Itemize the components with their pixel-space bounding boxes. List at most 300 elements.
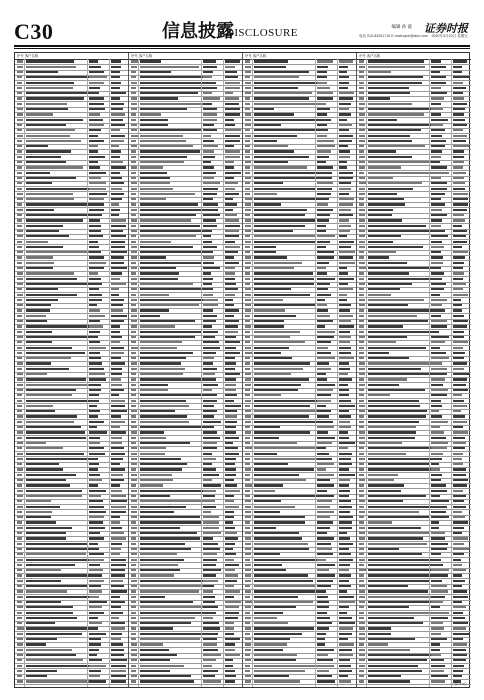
- table-cell: [26, 627, 92, 629]
- table-cell: [339, 569, 349, 571]
- table-cell: [131, 288, 138, 290]
- table-cell: [111, 60, 121, 62]
- table-cell: [431, 203, 445, 205]
- table-cell: [140, 150, 200, 152]
- table-cell: [368, 320, 428, 322]
- table-cell: [431, 458, 442, 460]
- table-row: [129, 679, 242, 685]
- table-cell: [111, 659, 127, 661]
- table-cell: [225, 235, 239, 237]
- table-cell: [89, 612, 104, 614]
- table-cell: [89, 66, 101, 68]
- editor-line: 编辑 孙 波: [391, 24, 412, 29]
- table-cell: [89, 315, 105, 317]
- table-cell: [17, 150, 22, 152]
- table-cell: [359, 463, 364, 465]
- footer-note: （下转C29版）: [448, 682, 469, 686]
- table-cell: [431, 649, 440, 651]
- table-cell: [359, 113, 366, 115]
- table-cell: [17, 66, 24, 68]
- table-cell: [245, 548, 251, 550]
- table-cell: [26, 341, 52, 343]
- table-cell: [453, 209, 467, 211]
- table-cell: [140, 590, 199, 592]
- table-cell: [203, 537, 213, 539]
- table-cell: [245, 490, 251, 492]
- table-cell: [111, 633, 122, 635]
- table-cell: [339, 251, 355, 253]
- table-cell: [339, 516, 353, 518]
- table-cell: [453, 283, 466, 285]
- table-cell: [317, 60, 333, 62]
- table-cell: [245, 474, 251, 476]
- table-cell: [89, 246, 99, 248]
- table-cell: [453, 352, 465, 354]
- table-cell: [431, 410, 439, 412]
- table-cell: [111, 251, 127, 253]
- table-cell: [17, 336, 23, 338]
- table-cell: [368, 463, 429, 465]
- table-cell: [26, 638, 57, 640]
- table-cell: [339, 66, 348, 68]
- table-cell: [225, 437, 239, 439]
- table-cell: [131, 82, 137, 84]
- table-cell: [140, 596, 165, 598]
- table-cell: [111, 166, 126, 168]
- table-cell: [131, 506, 137, 508]
- table-cell: [225, 230, 239, 232]
- table-cell: [245, 468, 252, 470]
- table-cell: [245, 585, 250, 587]
- table-cell: [453, 150, 464, 152]
- table-cell: [111, 458, 123, 460]
- table-cell: [359, 315, 364, 317]
- table-cell: [140, 129, 201, 131]
- table-cell: [225, 362, 236, 364]
- table-cell: [431, 415, 442, 417]
- table-cell: [89, 521, 103, 523]
- table-cell: [254, 426, 280, 428]
- table-cell: [368, 156, 412, 158]
- table-cell: [431, 537, 445, 539]
- table-cell: [453, 278, 463, 280]
- table-cell: [26, 394, 72, 396]
- table-cell: [431, 453, 443, 455]
- table-cell: [245, 479, 251, 481]
- table-cell: [453, 119, 465, 121]
- table-cell: [453, 156, 464, 158]
- table-cell: [140, 156, 187, 158]
- table-cell: [254, 410, 323, 412]
- table-cell: [225, 272, 235, 274]
- table-cell: [245, 124, 252, 126]
- table-cell: [339, 553, 351, 555]
- table-cell: [453, 193, 468, 195]
- table-cell: [254, 182, 283, 184]
- table-cell: [317, 612, 327, 614]
- table-cell: [203, 384, 218, 386]
- table-cell: [140, 622, 191, 624]
- table-cell: [317, 490, 327, 492]
- table-cell: [245, 495, 250, 497]
- table-cell: [17, 500, 22, 502]
- table-cell: [225, 129, 241, 131]
- table-cell: [254, 463, 288, 465]
- table-cell: [140, 627, 173, 629]
- table-cell: [131, 643, 138, 645]
- table-cell: [339, 580, 349, 582]
- table-cell: [368, 166, 401, 168]
- table-cell: [431, 442, 448, 444]
- table-cell: [431, 188, 447, 190]
- table-cell: [203, 256, 214, 258]
- table-cell: [339, 177, 353, 179]
- table-cell: [111, 612, 123, 614]
- table-cell: [453, 527, 464, 529]
- table-cell: [89, 272, 98, 274]
- table-cell: [26, 246, 63, 248]
- table-cell: [339, 352, 351, 354]
- table-cell: [225, 124, 235, 126]
- table-cell: [245, 532, 252, 534]
- table-cell: [111, 193, 124, 195]
- table-cell: [317, 468, 326, 470]
- table-cell: [26, 182, 52, 184]
- table-cell: [359, 60, 365, 62]
- table-cell: [245, 453, 251, 455]
- table-cell: [359, 643, 364, 645]
- table-cell: [368, 431, 416, 433]
- table-cell: [431, 500, 449, 502]
- table-cell: [203, 643, 217, 645]
- table-cell: [26, 108, 68, 110]
- table-cell: [140, 516, 200, 518]
- table-cell: [26, 659, 83, 661]
- table-cell: [453, 622, 468, 624]
- table-cell: [140, 527, 180, 529]
- table-cell: [339, 622, 355, 624]
- table-cell: [317, 458, 332, 460]
- table-cell: [225, 659, 233, 661]
- table-cell: [111, 272, 122, 274]
- table-cell: [131, 537, 137, 539]
- table-cell: [339, 468, 349, 470]
- table-cell: [225, 145, 234, 147]
- table-cell: [254, 71, 309, 73]
- column-header: 序号 客户名称: [129, 53, 242, 60]
- table-cell: [317, 188, 332, 190]
- table-cell: [453, 288, 463, 290]
- table-cell: [17, 574, 22, 576]
- table-cell: [26, 373, 47, 375]
- table-cell: [17, 357, 22, 359]
- table-cell: [359, 627, 366, 629]
- table-cell: [203, 659, 216, 661]
- table-cell: [453, 108, 465, 110]
- table-cell: [26, 670, 57, 672]
- table-cell: [203, 92, 212, 94]
- table-cell: [368, 188, 413, 190]
- table-cell: [339, 161, 347, 163]
- table-cell: [225, 135, 240, 137]
- table-cell: [225, 347, 236, 349]
- table-cell: [111, 341, 120, 343]
- table-cell: [26, 272, 74, 274]
- table-cell: [203, 219, 216, 221]
- table-cell: [453, 585, 462, 587]
- table-cell: [203, 71, 213, 73]
- table-cell: [203, 617, 213, 619]
- table-cell: [89, 468, 98, 470]
- table-cell: [225, 606, 239, 608]
- table-cell: [453, 569, 466, 571]
- table-cell: [254, 500, 281, 502]
- table-cell: [131, 447, 137, 449]
- table-cell: [17, 262, 23, 264]
- table-cell: [339, 511, 350, 513]
- table-cell: [225, 76, 238, 78]
- table-cell: [203, 60, 216, 62]
- table-cell: [431, 113, 441, 115]
- table-cell: [131, 177, 136, 179]
- table-cell: [453, 516, 465, 518]
- table-cell: [368, 394, 390, 396]
- table-cell: [203, 400, 217, 402]
- table-cell: [254, 135, 297, 137]
- table-cell: [26, 278, 77, 280]
- table-cell: [368, 633, 391, 635]
- table-cell: [225, 569, 235, 571]
- table-cell: [111, 188, 122, 190]
- table-cell: [203, 108, 217, 110]
- table-cell: [131, 315, 138, 317]
- table-cell: [17, 188, 23, 190]
- table-cell: [431, 368, 447, 370]
- table-cell: [17, 320, 24, 322]
- table-cell: [26, 288, 58, 290]
- table-cell: [359, 654, 365, 656]
- table-cell: [453, 325, 467, 327]
- table-cell: [111, 283, 126, 285]
- table-cell: [254, 230, 293, 232]
- table-cell: [359, 389, 365, 391]
- table-cell: [225, 320, 239, 322]
- table-cell: [431, 527, 439, 529]
- table-cell: [203, 633, 218, 635]
- table-column-1: [15, 53, 129, 687]
- table-cell: [131, 203, 136, 205]
- table-cell: [140, 511, 174, 513]
- table-cell: [17, 680, 24, 682]
- table-cell: [89, 559, 104, 561]
- table-cell: [17, 378, 24, 380]
- table-cell: [339, 426, 351, 428]
- table-cell: [111, 352, 124, 354]
- table-cell: [131, 384, 137, 386]
- table-cell: [339, 574, 351, 576]
- table-cell: [17, 426, 23, 428]
- table-cell: [245, 659, 252, 661]
- table-cell: [368, 479, 394, 481]
- table-cell: [317, 394, 331, 396]
- table-cell: [368, 410, 427, 412]
- table-cell: [225, 580, 237, 582]
- table-cell: [254, 574, 308, 576]
- table-cell: [26, 315, 46, 317]
- table-cell: [431, 675, 448, 677]
- table-cell: [131, 357, 137, 359]
- table-cell: [317, 230, 326, 232]
- table-cell: [453, 272, 464, 274]
- table-cell: [359, 66, 365, 68]
- table-cell: [17, 331, 23, 333]
- table-cell: [26, 267, 53, 269]
- table-cell: [368, 97, 390, 99]
- table-cell: [89, 241, 98, 243]
- table-cell: [111, 553, 120, 555]
- table-cell: [339, 527, 352, 529]
- table-cell: [140, 468, 182, 470]
- table-cell: [89, 262, 106, 264]
- table-cell: [17, 103, 22, 105]
- table-cell: [111, 262, 124, 264]
- table-cell: [17, 415, 23, 417]
- table-cell: [359, 82, 364, 84]
- table-cell: [26, 405, 53, 407]
- table-cell: [245, 71, 252, 73]
- table-cell: [140, 341, 182, 343]
- table-cell: [339, 474, 355, 476]
- table-cell: [26, 336, 93, 338]
- table-cell: [140, 458, 181, 460]
- table-cell: [254, 76, 299, 78]
- table-cell: [225, 442, 233, 444]
- table-cell: [245, 108, 251, 110]
- table-cell: [111, 585, 124, 587]
- table-cell: [359, 235, 366, 237]
- table-cell: [453, 320, 468, 322]
- table-cell: [225, 219, 239, 221]
- table-cell: [431, 124, 443, 126]
- table-cell: [140, 352, 193, 354]
- table-cell: [359, 304, 365, 306]
- table-cell: [26, 357, 71, 359]
- table-cell: [431, 543, 448, 545]
- table-cell: [140, 278, 178, 280]
- table-cell: [339, 256, 353, 258]
- table-cell: [254, 150, 294, 152]
- table-cell: [17, 145, 22, 147]
- table-cell: [89, 166, 100, 168]
- table-cell: [368, 272, 409, 274]
- table-cell: [17, 267, 23, 269]
- table-cell: [26, 331, 52, 333]
- table-cell: [17, 474, 22, 476]
- table-cell: [17, 135, 23, 137]
- table-cell: [431, 235, 448, 237]
- table-cell: [225, 103, 239, 105]
- table-cell: [131, 548, 138, 550]
- table-cell: [317, 553, 333, 555]
- table-cell: [431, 119, 448, 121]
- table-cell: [89, 362, 102, 364]
- table-cell: [359, 203, 364, 205]
- table-cell: [89, 113, 100, 115]
- table-cell: [359, 272, 365, 274]
- table-cell: [89, 479, 102, 481]
- table-cell: [225, 527, 235, 529]
- table-cell: [140, 235, 196, 237]
- table-cell: [111, 453, 125, 455]
- table-cell: [245, 97, 251, 99]
- table-cell: [131, 627, 137, 629]
- table-cell: [140, 119, 168, 121]
- table-cell: [140, 680, 194, 682]
- table-cell: [339, 267, 347, 269]
- table-cell: [254, 214, 305, 216]
- table-cell: [339, 320, 351, 322]
- table-cell: [89, 447, 104, 449]
- table-cell: [203, 315, 217, 317]
- table-cell: [131, 299, 138, 301]
- table-cell: [368, 580, 430, 582]
- table-cell: [254, 479, 306, 481]
- table-cell: [26, 410, 55, 412]
- table-cell: [26, 564, 75, 566]
- table-cell: [339, 627, 353, 629]
- table-cell: [317, 447, 326, 449]
- table-cell: [453, 506, 466, 508]
- table-cell: [368, 66, 425, 68]
- table-cell: [431, 431, 444, 433]
- table-cell: [339, 225, 351, 227]
- table-cell: [368, 574, 435, 576]
- table-cell: [245, 235, 251, 237]
- table-cell: [140, 288, 208, 290]
- table-cell: [140, 71, 171, 73]
- table-cell: [339, 447, 348, 449]
- table-cell: [339, 145, 348, 147]
- table-cell: [359, 198, 364, 200]
- table-cell: [431, 288, 444, 290]
- table-cell: [225, 585, 234, 587]
- table-cell: [368, 638, 415, 640]
- table-cell: [111, 225, 126, 227]
- table-cell: [203, 426, 214, 428]
- table-cell: [131, 66, 137, 68]
- table-cell: [203, 294, 213, 296]
- table-cell: [89, 214, 102, 216]
- table-cell: [431, 129, 445, 131]
- table-cell: [111, 145, 119, 147]
- table-cell: [203, 389, 212, 391]
- table-cell: [254, 384, 301, 386]
- table-cell: [359, 140, 365, 142]
- table-cell: [26, 140, 81, 142]
- table-cell: [17, 437, 23, 439]
- table-cell: [203, 357, 214, 359]
- table-cell: [453, 537, 468, 539]
- table-cell: [245, 389, 251, 391]
- table-cell: [339, 394, 349, 396]
- table-cell: [245, 156, 251, 158]
- table-cell: [339, 463, 352, 465]
- table-cell: [317, 559, 326, 561]
- table-cell: [203, 368, 217, 370]
- table-cell: [111, 601, 125, 603]
- table-cell: [26, 241, 48, 243]
- table-cell: [131, 150, 137, 152]
